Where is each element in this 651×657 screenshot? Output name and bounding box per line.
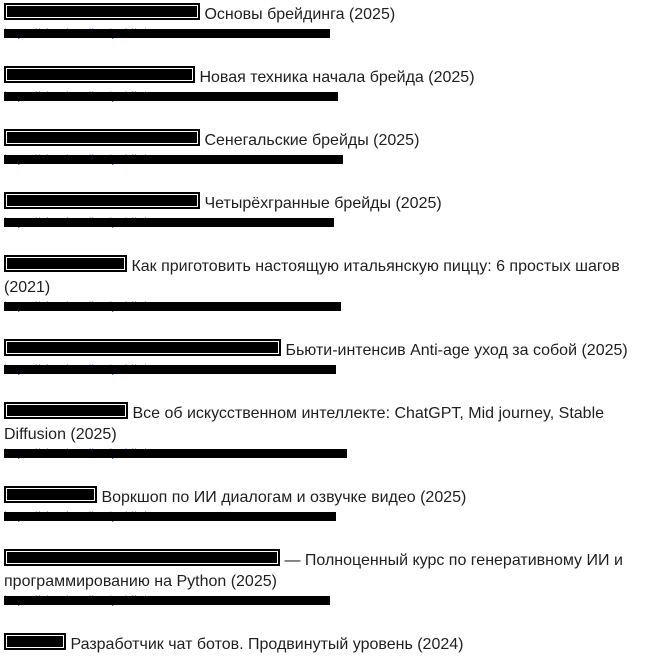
course-entry — [4, 402, 644, 460]
entry-title-line — [4, 339, 644, 361]
entry-title-line — [4, 192, 644, 214]
entry-title-line — [4, 633, 644, 655]
redacted-author — [4, 633, 66, 650]
redacted-author — [4, 486, 97, 503]
course-title: — Полноценный курс по генеративному ИИ и программированию на Python (2025) — [4, 552, 623, 590]
course-title: Новая техника начала брейда (2025) — [199, 69, 475, 86]
entry-title-line — [4, 129, 644, 151]
download-link[interactable] — [4, 448, 644, 460]
course-title: Как приготовить настоящую итальянскую пиццу: 6 простых шагов (2021) — [4, 258, 620, 296]
course-title: Разработчик чат ботов. Продвинутый уровень (2024) — [70, 636, 464, 653]
download-link[interactable] — [4, 91, 644, 103]
entry-title-line — [4, 255, 644, 298]
course-title: Все об искусственном интеллекте: ChatGPT, Mid journey, Stable Diffusion (2025) — [4, 405, 605, 443]
redacted-author — [4, 339, 281, 356]
download-link[interactable] — [4, 595, 644, 607]
redacted-link — [4, 92, 338, 101]
download-link[interactable] — [4, 217, 644, 229]
redacted-link — [4, 512, 336, 521]
download-link[interactable] — [4, 364, 644, 376]
entry-title-line — [4, 549, 644, 592]
redacted-author — [4, 3, 200, 20]
entry-title-line — [4, 402, 644, 445]
download-link[interactable] — [4, 301, 644, 313]
redacted-author — [4, 255, 127, 272]
redacted-author — [4, 549, 280, 566]
course-title: Основы брейдинга (2025) — [204, 6, 396, 23]
redacted-link — [4, 29, 330, 38]
course-entry — [4, 549, 644, 607]
redacted-link — [4, 449, 347, 458]
redacted-author — [4, 129, 200, 146]
entry-title-line — [4, 486, 644, 508]
course-title: Бьюти-интенсив Anti-age уход за собой (2025) — [285, 342, 628, 359]
course-entry — [4, 633, 644, 655]
redacted-author — [4, 402, 128, 419]
redacted-author — [4, 192, 200, 209]
course-entry — [4, 255, 644, 313]
course-entry — [4, 486, 644, 523]
course-title: Четырёхгранные брейды (2025) — [204, 195, 442, 212]
course-title: Сенегальские брейды (2025) — [204, 132, 420, 149]
redacted-link — [4, 596, 330, 605]
course-title: Воркшоп по ИИ диалогам и озвучке видео (2025) — [101, 489, 467, 506]
redacted-link — [4, 365, 336, 374]
course-entry — [4, 66, 644, 103]
redacted-link — [4, 155, 343, 164]
download-link[interactable] — [4, 154, 644, 166]
course-entry — [4, 339, 644, 376]
download-link[interactable] — [4, 511, 644, 523]
redacted-author — [4, 66, 195, 83]
entry-title-line — [4, 3, 644, 25]
redacted-link — [4, 218, 334, 227]
download-link[interactable] — [4, 28, 644, 40]
course-entry — [4, 192, 644, 229]
course-entry — [4, 3, 644, 40]
redacted-link — [4, 302, 341, 311]
course-entry — [4, 129, 644, 166]
entry-title-line — [4, 66, 644, 88]
